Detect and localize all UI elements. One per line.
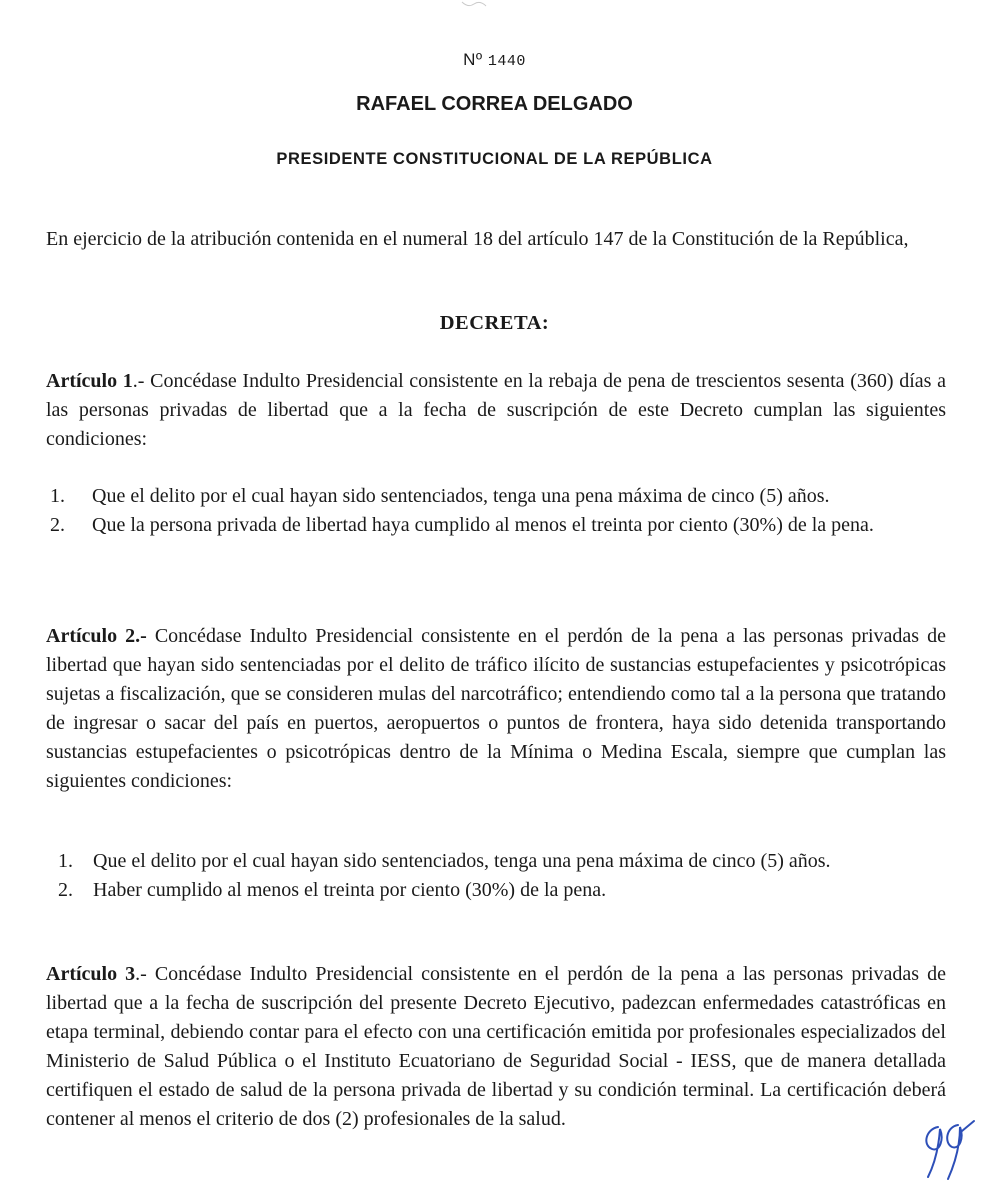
article-1-text: Concédase Indulto Presidencial consistente en la rebaja de pena de trescientos sesenta (360) días a las personas privadas de libertad que a la fecha de suscripción de este Decreto cumplan las siguientes condiciones: [46,370,946,450]
signatory-title: PRESIDENTE CONSTITUCIONAL DE LA REPÚBLICA [276,150,713,168]
decree-number-value: 1440 [487,53,526,70]
article-3 [46,960,946,1134]
list-item-index: 1. [50,485,65,507]
list-item-index: 1. [58,850,73,872]
article-1-conditions [46,482,946,540]
article-2-label: Artículo 2.- [46,625,147,647]
seal-fragment [456,0,496,12]
list-item [46,511,946,540]
list-item [46,482,946,511]
article-2 [46,622,946,796]
article-2-text: Concédase Indulto Presidencial consistente en el perdón de la pena a las personas privadas de libertad que hayan sido sentenciadas por el delito de tráfico ilícito de sustancias estupefacientes y psicotrópicas sujetas a fiscalización, que se consideren mulas del narcotráfico; entendiendo como tal a la persona que tratando de ingresar o sacar del país en puertos, aeropuertos o puntos de frontera, haya sido detenida transportando sustancias estupefacientes o psicotrópicas dentro de la Mínima o Medina Escala, siempre que cumplan las siguientes condiciones: [46,625,946,792]
list-item-text: Que el delito por el cual hayan sido sentenciados, tenga una pena máxima de cinco (5) años. [92,485,830,507]
signatory-name: RAFAEL CORREA DELGADO [356,93,633,115]
article-2-label-suffix [147,625,155,647]
article-3-text: Concédase Indulto Presidencial consistente en el perdón de la pena a las personas privadas de libertad que a la fecha de suscripción del presente Decreto Ejecutivo, padezcan enfermedades catastróficas en etapa terminal, debiendo contar para el efecto con una certificación emitida por profesionales especializados del Ministerio de Salud Pública o el Instituto Ecuatoriano de Seguridad Social - IESS, que de manera detallada certifiquen el estado de salud de la persona privada de libertad y su condición terminal. La certificación deberá contener al menos el criterio de dos (2) profesionales de la salud. [46,963,946,1130]
list-item [58,847,916,876]
decree-number [0,50,989,70]
list-item [58,876,916,905]
article-3-label-suffix: .- [135,963,155,985]
article-1-label: Artículo 1 [46,370,133,392]
list-item-text: Haber cumplido al menos el treinta por ciento (30%) de la pena. [93,879,607,901]
article-2-conditions [58,847,916,905]
list-item-text: Que el delito por el cual hayan sido sentenciados, tenga una pena máxima de cinco (5) años. [93,850,831,872]
article-3-label: Artículo 3 [46,963,136,985]
list-item-index: 2. [50,514,65,536]
decree-heading: DECRETA: [439,312,550,334]
preamble: En ejercicio de la atribución contenida en el numeral 18 del artículo 147 de la Constitución de la República, [46,228,909,250]
article-1 [46,367,946,454]
article-1-label-suffix: .- [132,370,151,392]
decree-number-prefix: Nº [463,50,483,69]
list-item-index: 2. [58,879,73,901]
handwritten-initials [918,1115,978,1185]
list-item-text: Que la persona privada de libertad haya cumplido al menos el treinta por ciento (30%) de la pena. [92,514,874,536]
